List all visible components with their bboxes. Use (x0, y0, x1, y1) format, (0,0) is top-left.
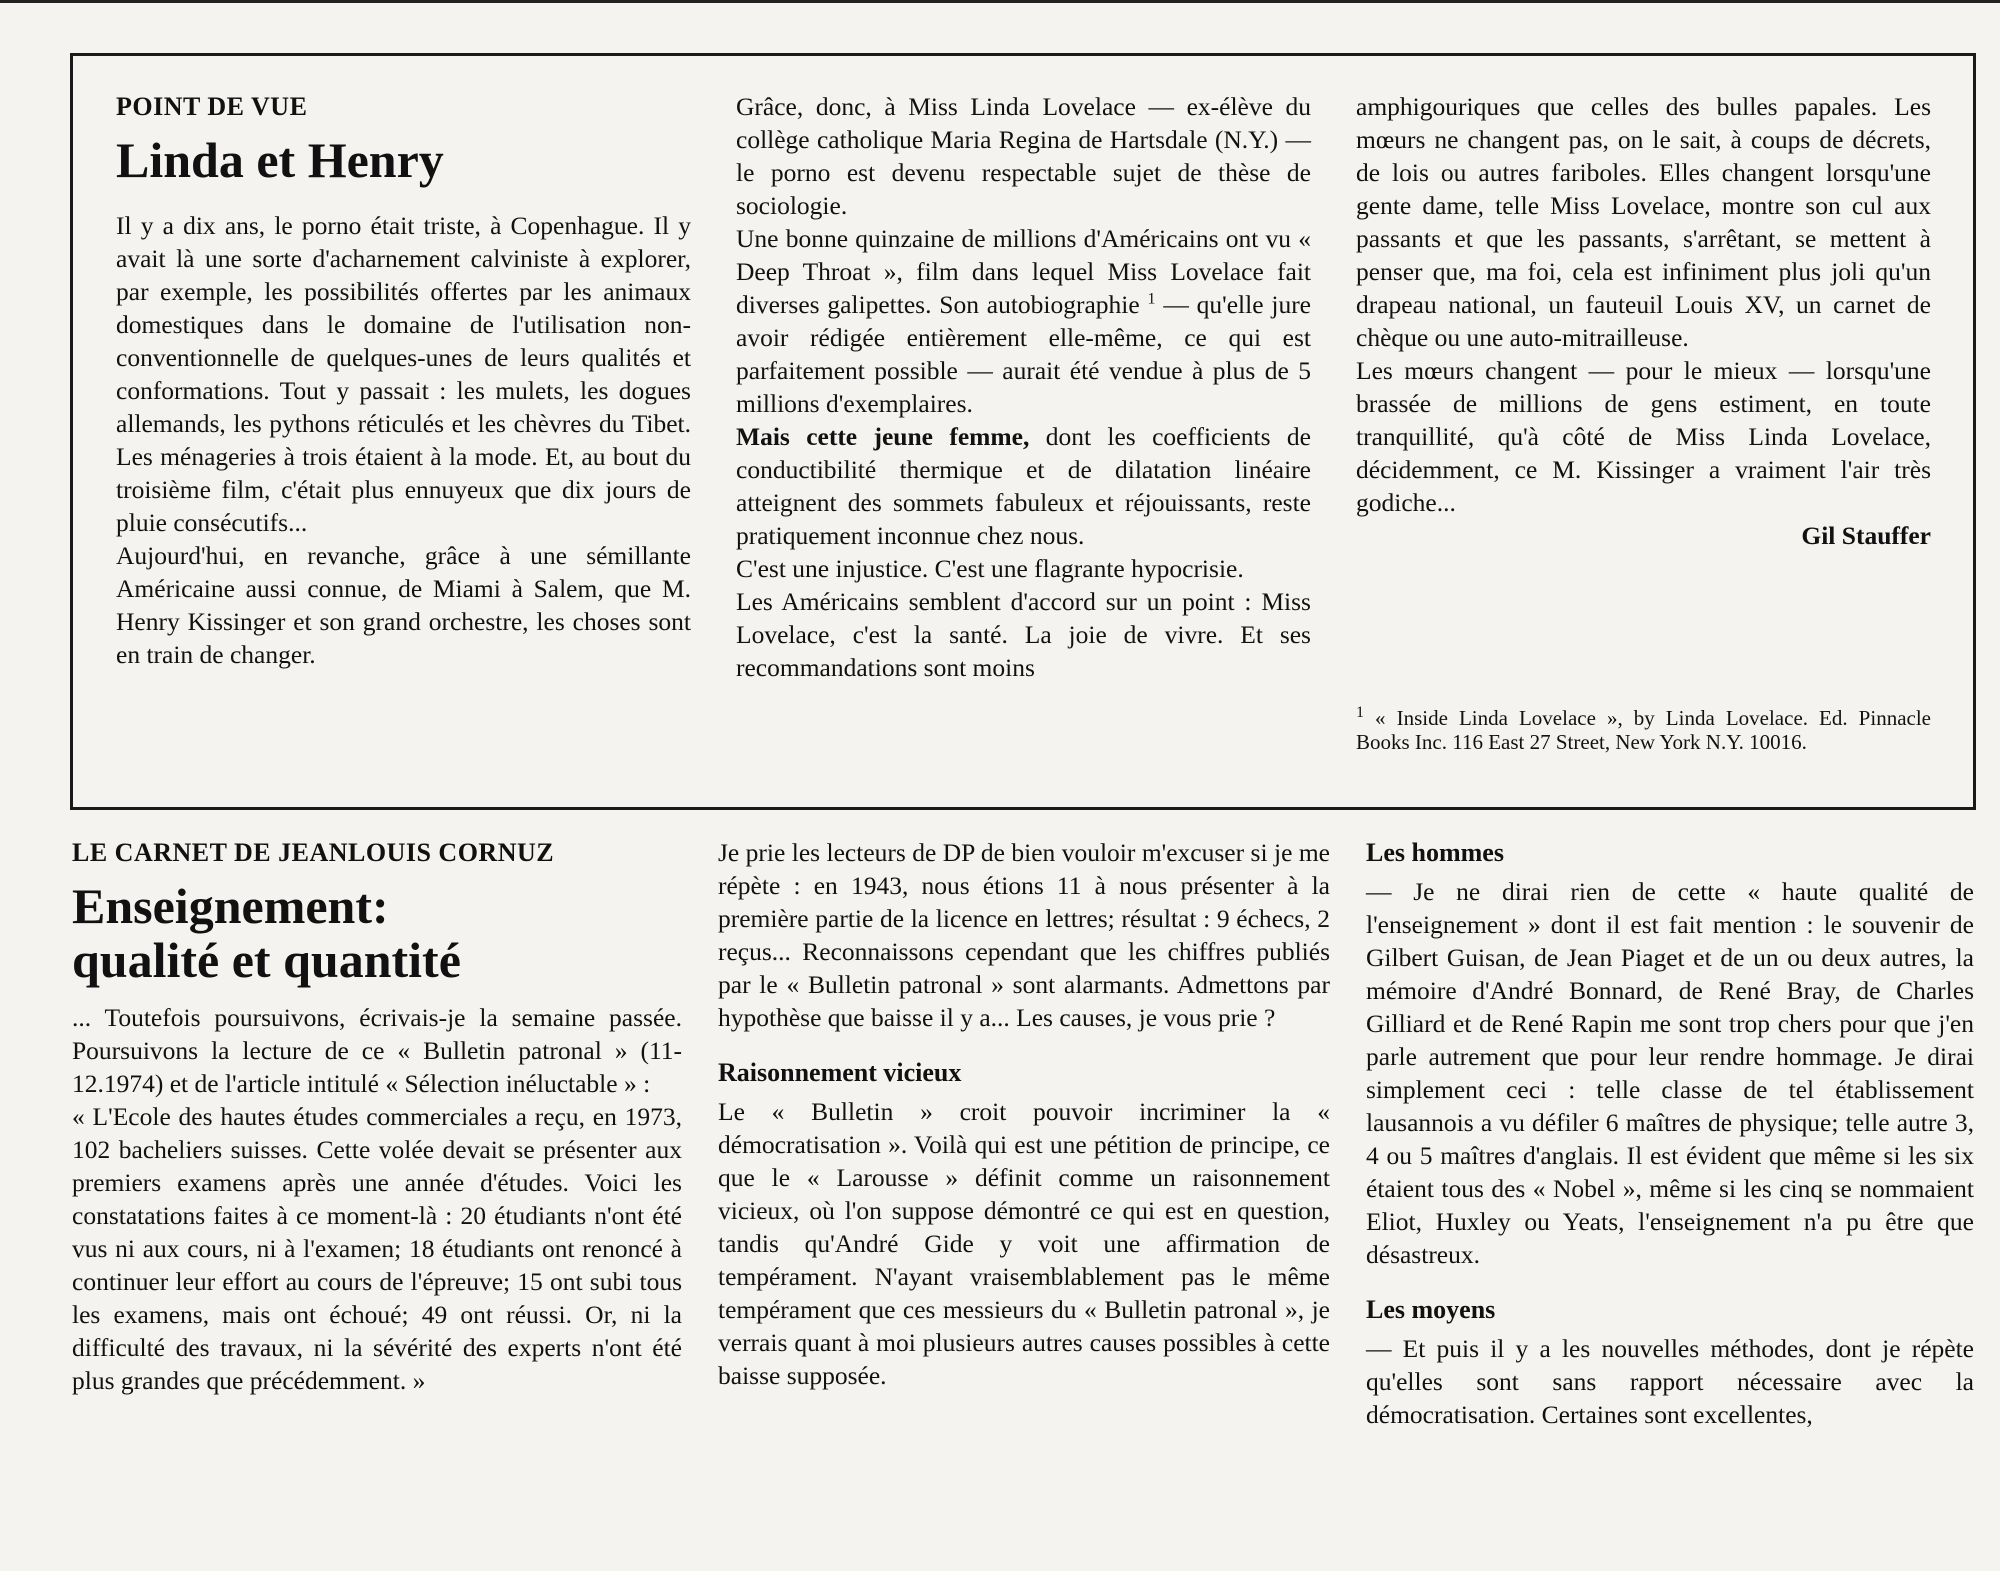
paragraph: Il y a dix ans, le porno était triste, à Copenhague. Il y avait là une sorte d'acharnement calviniste à explorer, par exemple, les possibilités offertes par les animaux domestiques dans le domaine de l'utilisation non-conventionnelle de quelques-unes de leurs qualités et conformations. Tout y passait : les mulets, les dogues allemands, les pythons réticulés et les chèvres du Tibet. Les ménageries à trois étaient à la mode. Et, au bout du troisième film, c'était plus ennuyeux que dix jours de pluie consécutifs... (116, 211, 691, 537)
footnote-reference: 1 (1147, 290, 1156, 308)
paragraph: Le « Bulletin » croit pouvoir incriminer la « démocratisation ». Voilà qui est une pétition de principe, ce que le « Larousse » définit comme un raisonnement vicieux, où l'on suppose démontré ce qui est en question, tandis qu'André Gide y voit une affirmation de tempérament. N'ayant vraisemblablement pas le même tempérament que ces messieurs du « Bulletin patronal », je verrais quant à moi plusieurs autres causes possibles à cette baisse supposée. (718, 1097, 1330, 1390)
paragraph: — Et puis il y a les nouvelles méthodes, dont je répète qu'elles sont sans rapport nécessaire avec la démocratisation. Certaines sont excellentes, (1366, 1334, 1974, 1429)
spacer (718, 1034, 1330, 1056)
lead-in-bold: Mais cette jeune femme, (736, 422, 1030, 451)
subheading: Raisonnement vicieux (718, 1058, 962, 1087)
paragraph: Les mœurs changent — pour le mieux — lorsqu'une brassée de millions de gens estiment, en toute tranquillité, qu'à côté de Miss Linda Lovelace, décidemment, ce M. Kissinger a vraiment l'air très godiche... (1356, 356, 1931, 517)
title-line: qualité et quantité (72, 932, 461, 988)
paragraph: amphigouriques que celles des bulles papales. Les mœurs ne changent pas, on le sait, à coups de décrets, de lois ou autres fariboles. Elles changent lorsqu'une gente dame, telle Miss Lovelace, montre son cul aux passants et que les passants, s'arrêtant, se mettent à penser que, ma foi, cela est infiniment plus joli qu'un drapeau national, un fauteuil Louis XV, un carnet de chèque ou une auto-mitrailleuse. (1356, 92, 1931, 352)
footnote-mark: 1 (1356, 704, 1364, 721)
paragraph (736, 222, 1311, 420)
paragraph: Grâce, donc, à Miss Linda Lovelace — ex-élève du collège catholique Maria Regina de Hartsdale (N.Y.) — le porno est devenu respectable sujet de thèse de sociologie. (736, 92, 1311, 220)
footnote (1356, 706, 1931, 754)
article-title (72, 879, 682, 987)
paragraph-text: dont les coefficients de conductibilité thermique et de dilatation linéaire atteignent des sommets fabuleux et réjouissants, reste pratiquement inconnue chez nous. (736, 422, 1312, 550)
point-de-vue-column-1 (116, 90, 691, 671)
paragraph: ... Toutefois poursuivons, écrivais-je la semaine passée. Poursuivons la lecture de ce « Bulletin patronal » (11-12.1974) et de l'article intitulé « Sélection inéluctable » : (72, 1003, 682, 1098)
paragraph: « L'Ecole des hautes études commerciales a reçu, en 1973, 102 bacheliers suisses. Cette volée devait se présenter aux premiers examens après une année d'études. Voici les constatations faites à ce moment-là : 20 étudiants n'ont été vus ni aux cours, ni à l'examen; 18 étudiants ont renoncé à continuer leur effort au cours de l'épreuve; 15 ont subi tous les examens, mais ont échoué; 49 ont réussi. Or, ni la difficulté des travaux, ni la sévérité des experts n'ont été plus grandes que précédemment. » (72, 1102, 682, 1395)
footnote-text: « Inside Linda Lovelace », by Linda Lovelace. Ed. Pinnacle Books Inc. 116 East 27 Street, New York N.Y. 10016. (1356, 706, 1931, 754)
title-line: Enseignement: (72, 878, 389, 934)
section-kicker: POINT DE VUE (116, 92, 308, 121)
byline: Gil Stauffer (1801, 521, 1931, 550)
paragraph-text: Une bonne quinzaine de millions d'Américains ont vu « Deep Throat », film dans lequel Miss Lovelace fait diverses galipettes. Son autobiographie (736, 224, 1311, 319)
top-rule (0, 0, 2000, 3)
paragraph (736, 420, 1311, 552)
paragraph: — Je ne dirai rien de cette « haute qualité de l'enseignement » dont il est fait mention : le souvenir de Gilbert Guisan, de Jean Piaget et de un ou deux autres, la mémoire d'André Bonnard, de René Bray, de Charles Gilliard et de René Rapin me sont trop chers pour que j'en parle autrement que pour leur rendre hommage. Je dirai simplement ceci : telle classe de tel établissement lausannois a vu défiler 6 maîtres de physique; telle autre 3, 4 ou 5 maîtres d'anglais. Il est évident que même si les six étaient tous des « Nobel », même si les cinq se nommaient Eliot, Huxley ou Yeats, l'enseignement n'a pu être que désastreux. (1366, 877, 1974, 1269)
subheading: Les hommes (1366, 838, 1504, 867)
section-kicker: LE CARNET DE JEANLOUIS CORNUZ (72, 838, 555, 867)
carnet-column-2 (718, 836, 1330, 1392)
point-de-vue-column-3 (1356, 90, 1931, 552)
paragraph: Je prie les lecteurs de DP de bien vouloir m'excuser si je me répète : en 1943, nous étions 11 à nous présenter à la première partie de la licence en lettres; résultat : 9 échecs, 2 reçus... Reconnaissons cependant que les chiffres publiés par le « Bulletin patronal » sont alarmants. Admettons par hypothèse que baisse il y a... Les causes, je vous prie ? (718, 838, 1330, 1032)
paragraph: Les Américains semblent d'accord sur un point : Miss Lovelace, c'est la santé. La joie de vivre. Et ses recommandations sont moins (736, 587, 1311, 682)
paragraph-text: — qu'elle jure avoir rédigée entièrement elle-même, ce qui est parfaitement possible — aurait été vendue à plus de 5 millions d'exemplaires. (736, 290, 1312, 418)
subheading: Les moyens (1366, 1295, 1496, 1324)
article-title: Linda et Henry (116, 132, 444, 188)
carnet-column-3 (1366, 836, 1974, 1431)
paragraph: Aujourd'hui, en revanche, grâce à une sémillante Américaine aussi connue, de Miami à Salem, que M. Henry Kissinger et son grand orchestre, les choses sont en train de changer. (116, 541, 691, 669)
spacer (1366, 1271, 1974, 1293)
carnet-column-1 (72, 836, 682, 1397)
point-de-vue-column-2 (736, 90, 1311, 684)
paragraph: C'est une injustice. C'est une flagrante hypocrisie. (736, 554, 1244, 583)
